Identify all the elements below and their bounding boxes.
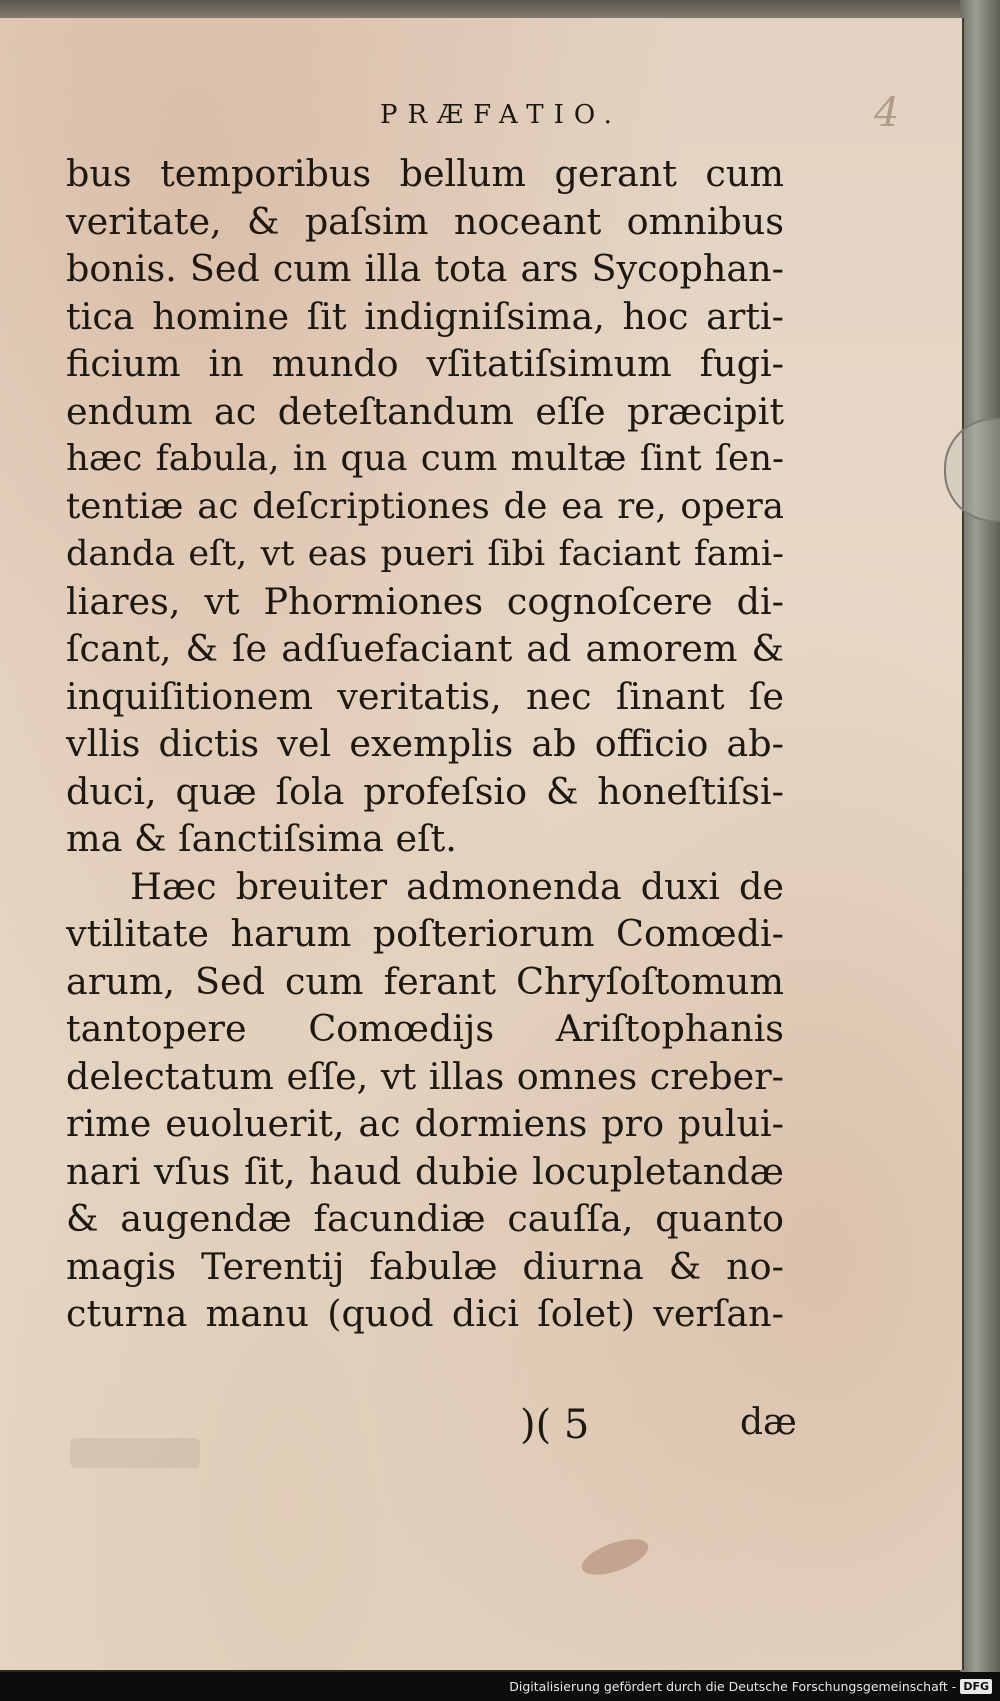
text-line: rime euoluerit, ac dormiens pro pului- (66, 1102, 784, 1145)
stain-mark (577, 1532, 652, 1582)
text-line: bus temporibus bellum gerant cum (66, 152, 784, 195)
text-line: vllis dictis vel exemplis ab officio ab- (66, 722, 784, 765)
text-line: magis Terentij fabulæ diurna & no- (66, 1244, 784, 1288)
running-header: PRÆFATIO. (380, 100, 622, 130)
signature-mark: )( 5 (520, 1402, 590, 1448)
text-line: inquiſitionem veritatis, nec ſinant ſe (66, 674, 784, 718)
text-line: Hæc breuiter admonenda duxi de (130, 864, 784, 908)
text-line: tantopere Comœdijs Ariſtophanis (66, 1007, 784, 1050)
text-line: danda eſt, vt eas pueri ſibi faciant fami- (66, 533, 784, 574)
text-line: nari vſus ſit, haud dubie locupletandæ (66, 1149, 784, 1193)
folio-number: 4 (874, 90, 900, 136)
text-line: delectatum eſſe, vt illas omnes creber- (66, 1054, 784, 1098)
text-line: bonis. Sed cum illa tota ars Sycophan- (66, 247, 784, 290)
footer-credit: Digitalisierung gefördert durch die Deutsche Forschungsgemeinschaft - (509, 1679, 957, 1694)
text-line: tica homine ſit indigniſsima, hoc arti- (66, 294, 784, 338)
catchword: dæ (740, 1402, 797, 1443)
text-line: ſcant, & ſe adſuefaciant ad amorem & (66, 627, 784, 670)
text-line: ma & ſanctiſsima eſt. (66, 817, 457, 860)
text-line: tentiæ ac deſcriptiones de ea re, opera (66, 485, 784, 527)
text-line: vtilitate harum poſteriorum Comœdi- (66, 912, 784, 955)
text-line: liares, vt Phormiones cognoſcere di- (66, 579, 784, 623)
binding-strip (960, 0, 1000, 1672)
text-line: cturna manu (quod dici ſolet) verſan- (66, 1292, 784, 1335)
text-line: & augendæ facundiæ cauſſa, quanto (66, 1197, 784, 1240)
digitization-footer (0, 1672, 1000, 1701)
text-line: endum ac deteſtandum eſſe præcipit (66, 389, 784, 433)
text-line: ficium in mundo vſitatiſsimum fugi- (66, 342, 784, 385)
dfg-logo: DFG (960, 1679, 992, 1694)
text-line: arum, Sed cum ferant Chryſoſtomum (66, 959, 784, 1003)
text-line: hæc fabula, in qua cum multæ ſint ſen- (66, 438, 784, 479)
body-text (66, 150, 784, 1338)
ink-bleed-mark (70, 1438, 200, 1468)
book-page (0, 18, 964, 1670)
text-line: veritate, & paſsim noceant omnibus (66, 199, 784, 243)
text-line: duci, quæ ſola profeſsio & honeſtiſsi- (66, 769, 784, 813)
